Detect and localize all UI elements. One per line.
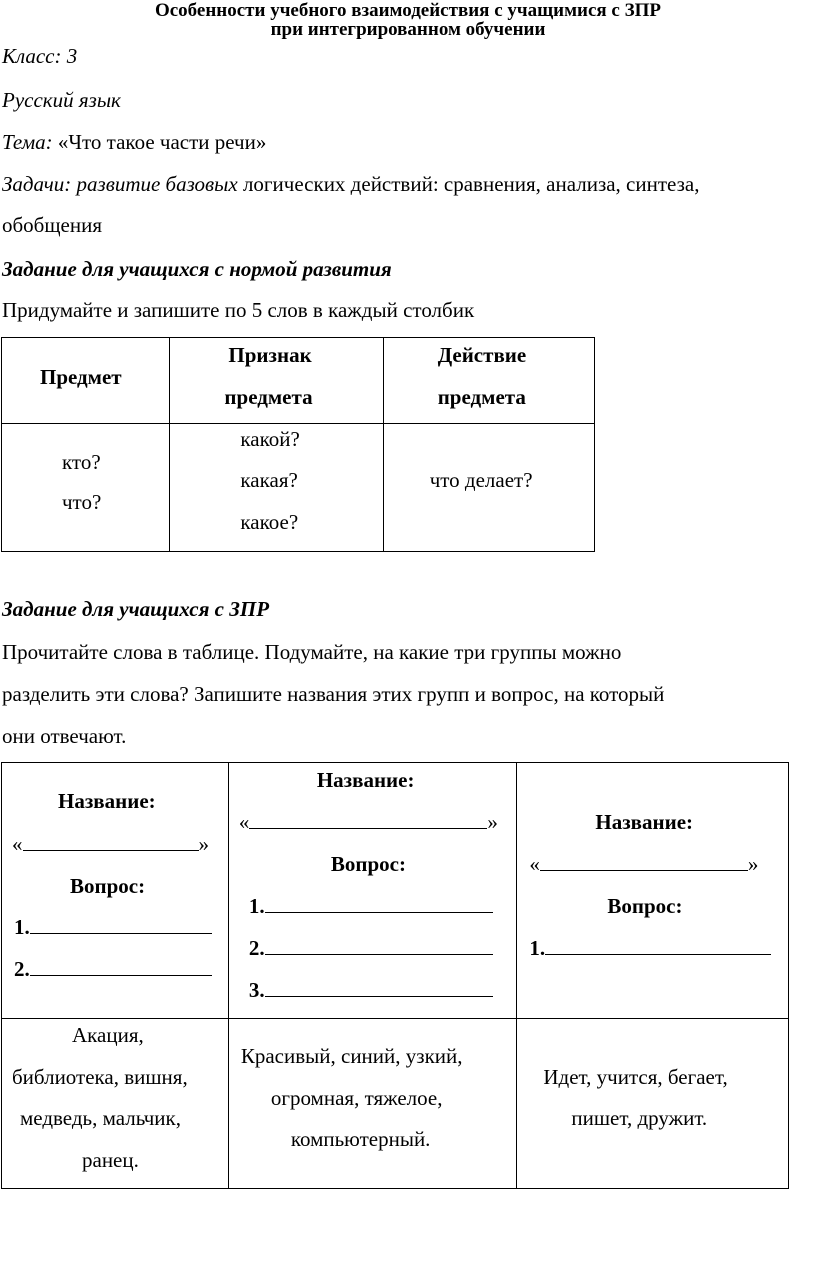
section2-instruction-line3: они отвечают. xyxy=(2,724,127,748)
theme-line xyxy=(2,130,266,155)
group1-header-cell: Название: « » Вопрос: 1. 2. xyxy=(2,763,229,1019)
group3-words-cell: Идет, учится, бегает, пишет, дружит. xyxy=(517,1019,789,1189)
theme-label: Тема: xyxy=(2,130,53,154)
group3-name-blank: « » xyxy=(529,852,759,876)
subject-line: Русский язык xyxy=(2,88,121,112)
cell-kto-chto: кто? что? xyxy=(2,424,170,552)
document-title-line2: при интегрированном обучении xyxy=(270,19,546,40)
tasks-value: логических действий: сравнения, анализа, синтеза, xyxy=(237,172,700,196)
group2-answer-1: 1. xyxy=(249,894,493,919)
header-priznak: Признак предмета xyxy=(170,338,383,424)
group2-header-cell: Название: « » Вопрос: 1. 2. 3. xyxy=(228,763,517,1019)
group1-answer-2: 2. xyxy=(14,957,212,982)
section2-instruction-line2: разделить эти слова? Запишите названия этих групп и вопрос, на который xyxy=(2,682,665,706)
word-groups-table xyxy=(1,762,789,1189)
group2-name-blank: « » xyxy=(238,810,498,834)
group2-words-cell: Красивый, синий, узкий, огромная, тяжелое, компьютерный. xyxy=(228,1019,517,1189)
class-line: Класс: 3 xyxy=(2,44,78,68)
header-predmet: Предмет xyxy=(2,338,170,424)
group1-name-blank: « » xyxy=(12,832,209,856)
tasks-continuation: обобщения xyxy=(2,213,102,237)
group1-words-cell: Акация, библиотека, вишня, медведь, мальчик, ранец. xyxy=(2,1019,229,1189)
section1-heading: Задание для учащихся с нормой развития xyxy=(2,257,392,281)
document-title-line1: Особенности учебного взаимодействия с учащимися с ЗПР xyxy=(154,0,662,21)
group2-answer-3: 3. xyxy=(249,978,493,1003)
tasks-label: Задачи: развитие базовых xyxy=(2,172,238,196)
parts-of-speech-table xyxy=(1,337,595,552)
theme-value: «Что такое части речи» xyxy=(52,130,267,154)
header-deystvie: Действие предмета xyxy=(383,338,594,424)
section2-instruction-line1: Прочитайте слова в таблице. Подумайте, на какие три группы можно xyxy=(2,640,622,664)
group1-answer-1: 1. xyxy=(14,915,212,940)
section2-heading: Задание для учащихся с ЗПР xyxy=(2,597,270,621)
group3-header-cell: Название: « » Вопрос: 1. xyxy=(517,763,789,1019)
section1-instruction: Придумайте и запишите по 5 слов в каждый столбик xyxy=(2,298,475,322)
group2-answer-2: 2. xyxy=(249,936,493,961)
cell-kakoy: какой? какая? какое? xyxy=(170,424,383,552)
group3-answer-1: 1. xyxy=(529,936,771,961)
cell-chto-delaet: что делает? xyxy=(383,424,594,552)
tasks-line xyxy=(2,172,699,197)
